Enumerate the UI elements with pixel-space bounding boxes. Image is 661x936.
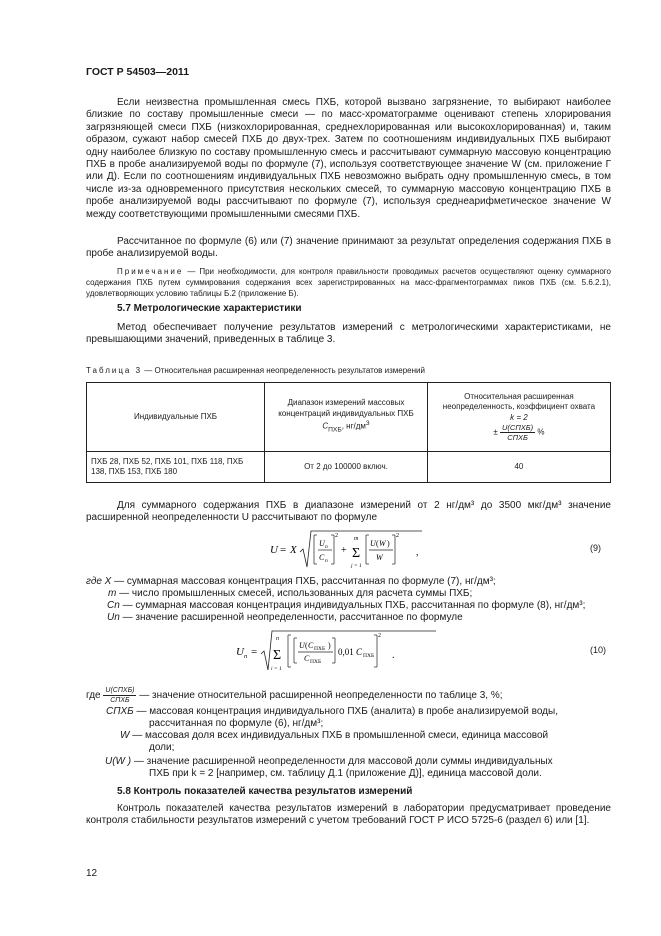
note-label: Примечание (117, 267, 184, 276)
section-5-7-title: 5.7 Метрологические характеристики (117, 303, 302, 314)
svg-text:Σ: Σ (352, 546, 361, 561)
table-header-range-sub: ПХБ (328, 426, 342, 434)
svg-text:n: n (244, 653, 248, 660)
definition-fraction-num: U(CПХБ) (105, 687, 135, 694)
table-header-percent: % (537, 427, 545, 437)
svg-text:.: . (392, 650, 395, 661)
definition-uw-symbol: U(W ) (105, 756, 132, 767)
svg-text:X: X (290, 544, 297, 556)
table-3-caption-text: — Относительная расширенная неопределенность результатов измерений (144, 366, 425, 375)
definition-uw (105, 756, 553, 768)
svg-text:,: , (416, 547, 419, 558)
definition-m-text: — число промышленных смесей, использованных для расчета суммы ПХБ; (119, 588, 473, 599)
svg-text:W: W (379, 539, 386, 548)
paragraph-result: Рассчитанное по формуле (6) или (7) значение принимают за результат определения содержания ПХБ в пробе анализируемой воды. (86, 236, 611, 260)
svg-text:+: + (341, 545, 347, 556)
svg-text:2: 2 (378, 633, 381, 639)
svg-text:C: C (304, 654, 310, 663)
definition-where: где (86, 690, 101, 702)
note-text: — При необходимости, для контроля правильности проводимых расчетов осуществляют оценку суммарного содержания ПХБ путем суммирования содержания всех зарегистрированных на масс-фрагментограммах пиков ПХБ (см. 5.6.2.1), удовлетворяющих условию таблицы Б.2 (приложение Б). (86, 267, 611, 298)
section-5-8-title: 5.8 Контроль показателей качества результатов измерений (117, 786, 413, 797)
svg-text:U: U (370, 539, 376, 548)
table-3-caption (86, 366, 425, 375)
table-cell-pcb-list: ПХБ 28, ПХБ 52, ПХБ 101, ПХБ 118, ПХБ 138, ПХБ 153, ПХБ 180 (87, 452, 265, 483)
svg-text:ПХБ: ПХБ (310, 659, 322, 665)
table-header-row (87, 383, 611, 452)
definition-uw-cont: ПХБ при k = 2 [например, см. таблицу Д.1 (приложение Д)], единица массовой доли. (149, 768, 542, 779)
svg-text:j = 1: j = 1 (351, 563, 362, 569)
svg-text:n: n (276, 636, 279, 642)
table-row (87, 452, 611, 483)
svg-text:C: C (308, 641, 314, 650)
svg-text:(: ( (305, 641, 308, 650)
table-header-plusminus: ± (493, 427, 498, 437)
table-header-individual-pcb: Индивидуальные ПХБ (87, 383, 265, 452)
definition-fraction-text: — значение относительной расширенной неопределенности по таблице 3, %; (139, 690, 503, 702)
svg-text:U: U (299, 641, 305, 650)
svg-text:=: = (251, 646, 258, 658)
equation-10-number: (10) (590, 645, 607, 655)
definition-x-text: — суммарная массовая концентрация ПХБ, рассчитанная по формуле (7), нг/дм³; (114, 576, 496, 587)
svg-text:U: U (270, 544, 278, 556)
table-header-range-sup: 3 (365, 420, 370, 428)
section-5-8-text: Контроль показателей качества результатов измерений в лаборатории предусматривает проведение контроля стабильности результатов измерений с учетом требований ГОСТ Р ИСО 5725-6 (раздел 6) или [1]. (86, 803, 611, 827)
definition-fraction-den: CПХБ (110, 697, 130, 704)
table-header-fraction-den: CПХБ (507, 433, 528, 443)
definition-m-symbol: m (108, 588, 117, 599)
svg-text:n: n (325, 544, 328, 550)
definition-cpxb-cont: рассчитанная по формуле (6), нг/дм³; (149, 718, 324, 729)
table-cell-range: От 2 до 100000 включ. (265, 452, 428, 483)
definition-cpxb-text: — массовая концентрация индивидуального ПХБ (аналита) в пробе анализируемой воды, (136, 706, 558, 717)
definition-x-symbol: где X (86, 576, 112, 587)
table-header-range-text: Диапазон измерений массовых концентраций индивидуальных ПХБ (278, 398, 414, 418)
svg-text:ПХБ: ПХБ (314, 646, 326, 652)
paragraph-sum-uncertainty: Для суммарного содержания ПХБ в диапазоне измерений от 2 нг/дм³ до 3500 мкг/дм³ значение расширенной неопределенности U рассчитывают по формуле (86, 500, 611, 524)
svg-text:n: n (325, 558, 328, 564)
svg-text:2: 2 (335, 533, 338, 539)
equation-9-number: (9) (590, 543, 601, 553)
svg-text:m: m (354, 536, 359, 542)
definition-w (120, 730, 548, 742)
svg-text:U: U (236, 646, 244, 658)
definition-w-symbol: W (120, 730, 130, 741)
table-cell-uncertainty: 40 (427, 452, 610, 483)
table-header-range (265, 383, 428, 452)
svg-text:2: 2 (396, 533, 399, 539)
svg-text:W: W (376, 553, 383, 562)
svg-text:=: = (280, 544, 287, 556)
svg-text:C: C (356, 647, 363, 657)
table-header-coverage: k = 2 (510, 412, 528, 422)
definition-w-cont: доли; (149, 742, 175, 753)
definition-m (108, 588, 472, 600)
svg-text:U: U (319, 539, 325, 548)
table-header-fraction (500, 423, 535, 442)
definition-cn (107, 600, 585, 612)
formula-9 (270, 527, 430, 573)
table-header-range-symbol: С (322, 421, 329, 431)
definition-cpxb (106, 706, 558, 718)
definition-un-symbol: Un (107, 612, 120, 623)
svg-text:0,01: 0,01 (338, 647, 354, 657)
table-3-caption-label: Таблица 3 (86, 366, 143, 375)
section-5-7-text: Метод обеспечивает получение результатов измерений с метрологическими характеристиками, не превышающими значений, приведенных в таблице 3. (86, 322, 611, 346)
table-header-uncertainty-text: Относительная расширенная неопределенность, коэффициент охвата (442, 391, 596, 412)
note-block (86, 266, 611, 299)
paragraph-mixture-selection: Если неизвестна промышленная смесь ПХБ, которой вызвано загрязнение, то выбирают наиболее близкие по составу промышленные смеси — по масс-хроматограмме оценивают степень хлорирования загрязняющей смеси ПХБ (низкохлорированная, среднехлорированная или высокохлорированная) и, таким образом, сужают набор смесей ПХБ до двух-трех. Затем по соотношениям индивидуальных ПХБ выбирают одну наиболее близкую по составу промышленную смесь и рассчитывают суммарную массовую концентрацию ПХБ в пробе анализируемой воды по формуле (7), используя соответствующее значение W (см. приложение Г или Д). Если по соотношениям индивидуальных ПХБ невозможно выбрать одну промышленную смесь, в том числе из-за одновременного присутствия нескольких смесей, то суммарную массовую концентрацию ПХБ в пробе анализируемой воды рассчитывают по формуле (7), используя среднеарифметическое значение W между соответствующими промышленными смесями ПХБ. (86, 97, 611, 220)
definition-relative-uncertainty (86, 686, 503, 705)
definition-x (86, 576, 496, 588)
definition-cpxb-symbol: CПХБ (106, 706, 134, 717)
table-header-uncertainty (427, 383, 610, 452)
table-header-range-unit: , нг/дм (341, 421, 366, 431)
svg-text:C: C (319, 553, 325, 562)
svg-text:): ) (328, 641, 331, 650)
page-number: 12 (86, 868, 98, 879)
definition-un (107, 612, 463, 624)
table-header-fraction-num: U(CПХБ) (502, 423, 534, 433)
document-header: ГОСТ Р 54503—2011 (86, 66, 190, 78)
definition-cn-symbol: Cn (107, 600, 120, 611)
svg-text:(: ( (376, 539, 379, 548)
definition-w-text: — массовая доля всех индивидуальных ПХБ в промышленной смеси, единица массовой (132, 730, 549, 741)
definition-un-text: — значение расширенной неопределенности, рассчитанное по формуле (122, 612, 463, 623)
formula-10 (236, 628, 446, 676)
table-3 (86, 382, 611, 483)
svg-text:ПХБ: ПХБ (363, 653, 375, 659)
svg-text:): ) (387, 539, 390, 548)
definition-fraction (103, 686, 136, 705)
svg-text:i = 1: i = 1 (271, 666, 282, 672)
definition-cn-text: — суммарная массовая концентрация индивидуальных ПХБ, рассчитанная по формуле (8), нг/дм³; (122, 600, 586, 611)
definition-uw-text: — значение расширенной неопределенности для массовой доли суммы индивидуальных (133, 756, 553, 767)
svg-text:Σ: Σ (273, 648, 282, 663)
